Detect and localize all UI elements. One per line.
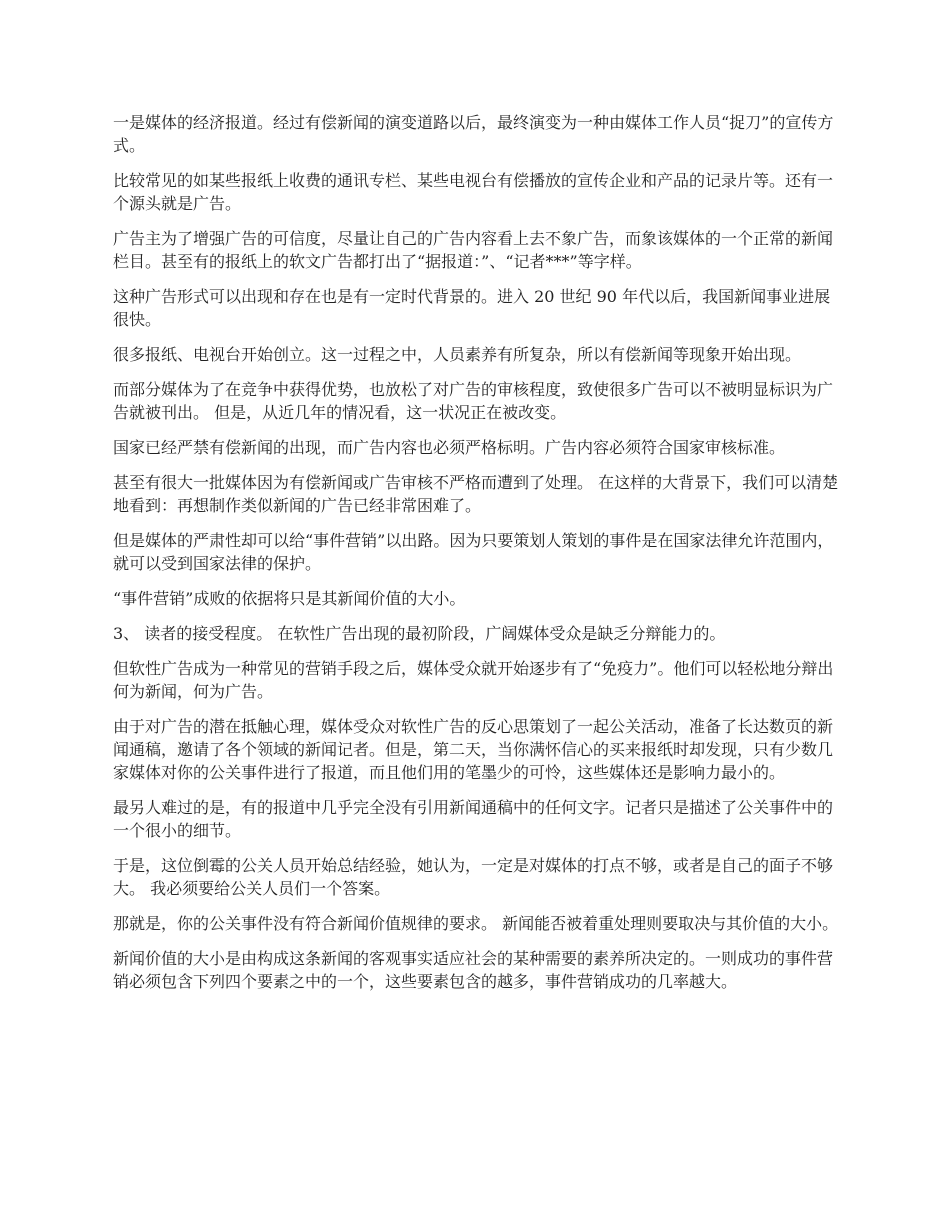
paragraph-7: 国家已经严禁有偿新闻的出现，而广告内容也必须严格标明。广告内容必须符合国家审核标准。 xyxy=(113,438,786,457)
paragraph-13: 由于对广告的潜在抵触心理，媒体受众对软性广告的反心思策划了一起公关活动，准备了长达数页的新闻通稿，邀请了各个领域的新闻记者。但是，第二天，当你满怀信心的买来报纸时却发现，只有少数几家媒体对你的公关事件进行了报道，而且他们用的笔墨少的可怜，这些媒体还是影响力最小的。 xyxy=(113,717,834,782)
paragraph-4: 这种广告形式可以出现和存在也是有一定时代背景的。进入 20 世纪 90 年代以后，我国新闻事业进展很快。 xyxy=(113,287,831,329)
paragraph-5: 很多报纸、电视台开始创立。这一过程之中，人员素养有所复杂，所以有偿新闻等现象开始出现。 xyxy=(113,345,802,364)
paragraph-8: 甚至有很大一批媒体因为有偿新闻或广告审核不严格而遭到了处理。 在这样的大背景下，我们可以清楚地看到：再想制作类似新闻的广告已经非常困难了。 xyxy=(113,473,839,515)
paragraph-14: 最另人难过的是，有的报道中几乎完全没有引用新闻通稿中的任何文字。记者只是描述了公关事件中的一个很小的细节。 xyxy=(113,798,834,840)
paragraph-16: 那就是，你的公关事件没有符合新闻价值规律的要求。 新闻能否被着重处理则要取决与其价值的大小。 xyxy=(113,914,839,933)
paragraph-2: 比较常见的如某些报纸上收费的通讯专栏、某些电视台有偿播放的宣传企业和产品的记录片等。还有一个源头就是广告。 xyxy=(113,171,834,213)
paragraph-9: 但是媒体的严肃性却可以给“事件营销”以出路。因为只要策划人策划的事件是在国家法律允许范围内，就可以受到国家法律的保护。 xyxy=(113,531,834,573)
paragraph-1: 一是媒体的经济报道。经过有偿新闻的演变道路以后，最终演变为一种由媒体工作人员“捉刀”的宣传方式。 xyxy=(113,113,834,155)
paragraph-15: 于是，这位倒霉的公关人员开始总结经验，她认为，一定是对媒体的打点不够，或者是自己的面子不够大。 我必须要给公关人员们一个答案。 xyxy=(113,856,834,898)
paragraph-11: 3、 读者的接受程度。 在软性广告出现的最初阶段，广阔媒体受众是缺乏分辩能力的。 xyxy=(113,624,726,643)
paragraph-10: “事件营销”成败的依据将只是其新闻价值的大小。 xyxy=(113,589,466,608)
paragraph-6: 而部分媒体为了在竞争中获得优势，也放松了对广告的审核程度，致使很多广告可以不被明显标识为广告就被刊出。 但是，从近几年的情况看，这一状况正在被改变。 xyxy=(113,380,834,422)
paragraph-17: 新闻价值的大小是由构成这条新闻的客观事实适应社会的某种需要的素养所决定的。一则成功的事件营销必须包含下列四个要素之中的一个，这些要素包含的越多，事件营销成功的几率越大。 xyxy=(113,949,834,991)
paragraph-12: 但软性广告成为一种常见的营销手段之后，媒体受众就开始逐步有了“免疫力”。他们可以轻松地分辩出何为新闻，何为广告。 xyxy=(113,659,834,701)
paragraph-3: 广告主为了增强广告的可信度，尽量让自己的广告内容看上去不象广告，而象该媒体的一个正常的新闻栏目。甚至有的报纸上的软文广告都打出了“据报道：”、“记者***”等字样。 xyxy=(113,229,834,271)
document-body xyxy=(113,111,840,1005)
